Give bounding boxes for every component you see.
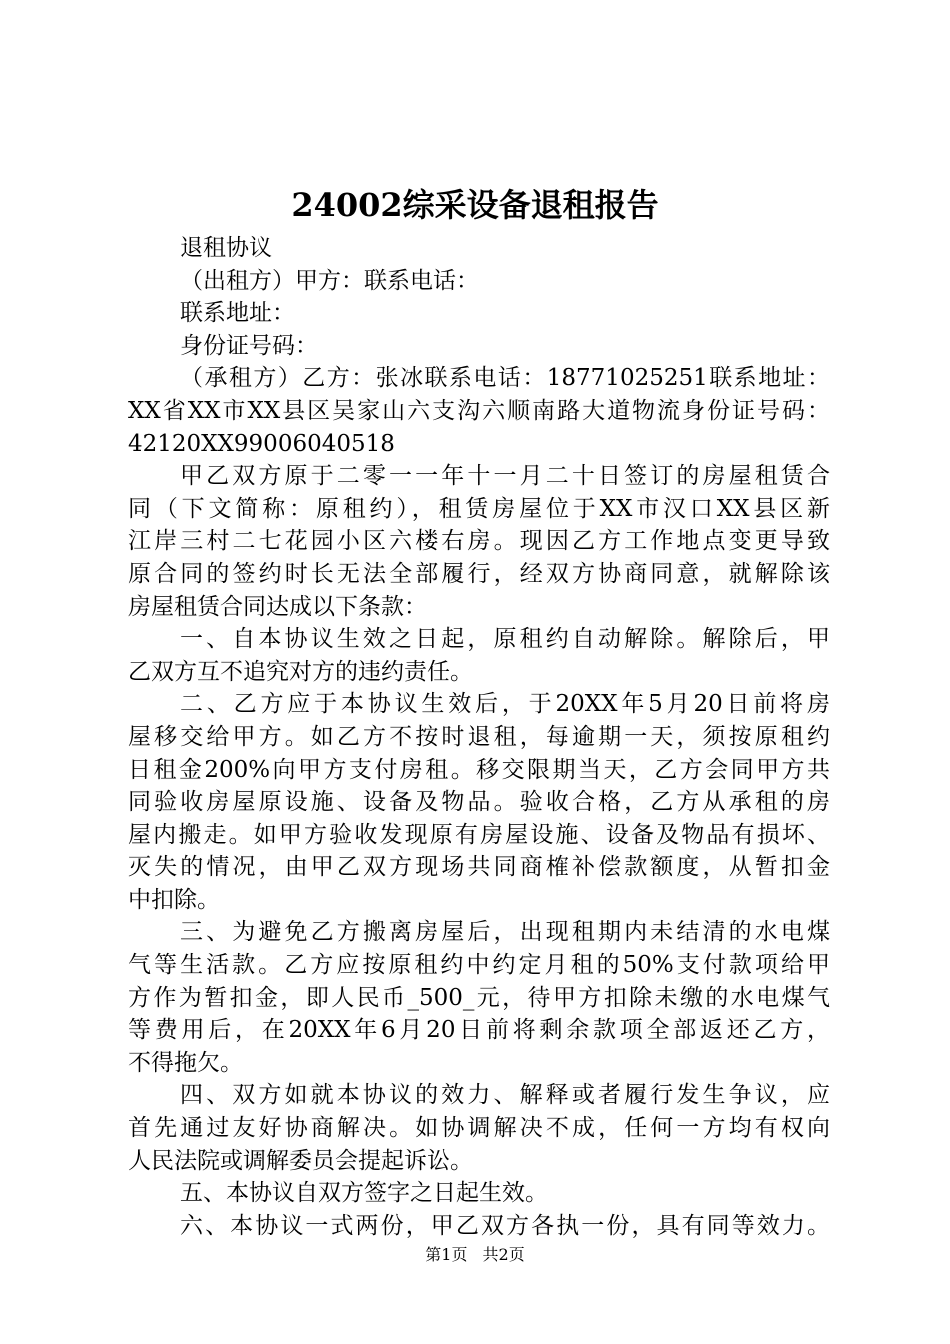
text-line: 人民法院或调解委员会提起诉讼。 bbox=[128, 1147, 473, 1174]
text-line: 屋内搬走。如甲方验收发现原有房屋设施、设备及物品有损坏、 bbox=[128, 821, 830, 848]
text-line: 气等生活款。乙方应按原租约中约定月租的50%支付款项给甲 bbox=[128, 952, 830, 979]
page-footer bbox=[0, 1244, 950, 1266]
text-line: 中扣除。 bbox=[128, 886, 220, 913]
text-line: 江岸三村二七花园小区六楼右房。现因乙方工作地点变更导致 bbox=[128, 528, 830, 555]
text-line: 甲乙双方原于二零一一年十一月二十日签订的房屋租赁合 bbox=[180, 463, 830, 490]
text-line: 四、双方如就本协议的效力、解释或者履行发生争议，应 bbox=[180, 1082, 830, 1109]
text-line: （出租方）甲方：联系电话： bbox=[180, 267, 479, 294]
text-line: 五、本协议自双方签字之日起生效。 bbox=[180, 1180, 548, 1207]
text-line: 灭失的情况，由甲乙双方现场共同商榷补偿款额度，从暂扣金 bbox=[128, 854, 830, 881]
text-line: 方作为暂扣金，即人民币_500_元，待甲方扣除未缴的水电煤气 bbox=[128, 984, 830, 1011]
text-line: 原合同的签约时长无法全部履行，经双方协商同意，就解除该 bbox=[128, 560, 830, 587]
text-line: 身份证号码： bbox=[180, 332, 318, 359]
document-body bbox=[128, 232, 830, 1242]
text-line: 乙双方互不追究对方的违约责任。 bbox=[128, 658, 473, 685]
text-line: 不得拖欠。 bbox=[128, 1049, 243, 1076]
text-line: 屋移交给甲方。如乙方不按时退租，每逾期一天，须按原租约 bbox=[128, 723, 830, 750]
text-line: 联系地址： bbox=[180, 300, 295, 327]
text-line: 退租协议 bbox=[180, 235, 272, 261]
text-line: 日租金200%向甲方支付房租。移交限期当天，乙方会同甲方共 bbox=[128, 756, 830, 783]
page-number: 第1页 bbox=[425, 1245, 468, 1264]
text-line: 二、乙方应于本协议生效后，于20XX年5月20日前将房 bbox=[180, 691, 830, 718]
text-line: 首先通过友好协商解决。如协调解决不成，任何一方均有权向 bbox=[128, 1115, 830, 1142]
text-line: 三、为避免乙方搬离房屋后，出现租期内未结清的水电煤 bbox=[180, 919, 830, 946]
text-line: 等费用后，在20XX年6月20日前将剩余款项全部返还乙方， bbox=[128, 1017, 830, 1044]
document-title: 24002综采设备退租报告 bbox=[291, 186, 659, 224]
text-line: XX省XX市XX县区吴家山六支沟六顺南路大道物流身份证号码： bbox=[128, 397, 830, 424]
text-line: 房屋租赁合同达成以下条款： bbox=[128, 593, 427, 620]
text-line: 42120XX99006040518 bbox=[128, 430, 395, 457]
text-line: 一、自本协议生效之日起，原租约自动解除。解除后，甲 bbox=[180, 626, 830, 653]
page-total: 共2页 bbox=[482, 1245, 525, 1264]
text-line: 同验收房屋原设施、设备及物品。验收合格，乙方从承租的房 bbox=[128, 789, 830, 816]
text-line: 六、本协议一式两份，甲乙双方各执一份，具有同等效力。 bbox=[180, 1212, 830, 1239]
text-line: （承租方）乙方：张冰联系电话：18771025251联系地址： bbox=[180, 365, 830, 392]
text-line: 同（下文简称：原租约），租赁房屋位于XX市汉口XX县区新 bbox=[128, 495, 830, 522]
